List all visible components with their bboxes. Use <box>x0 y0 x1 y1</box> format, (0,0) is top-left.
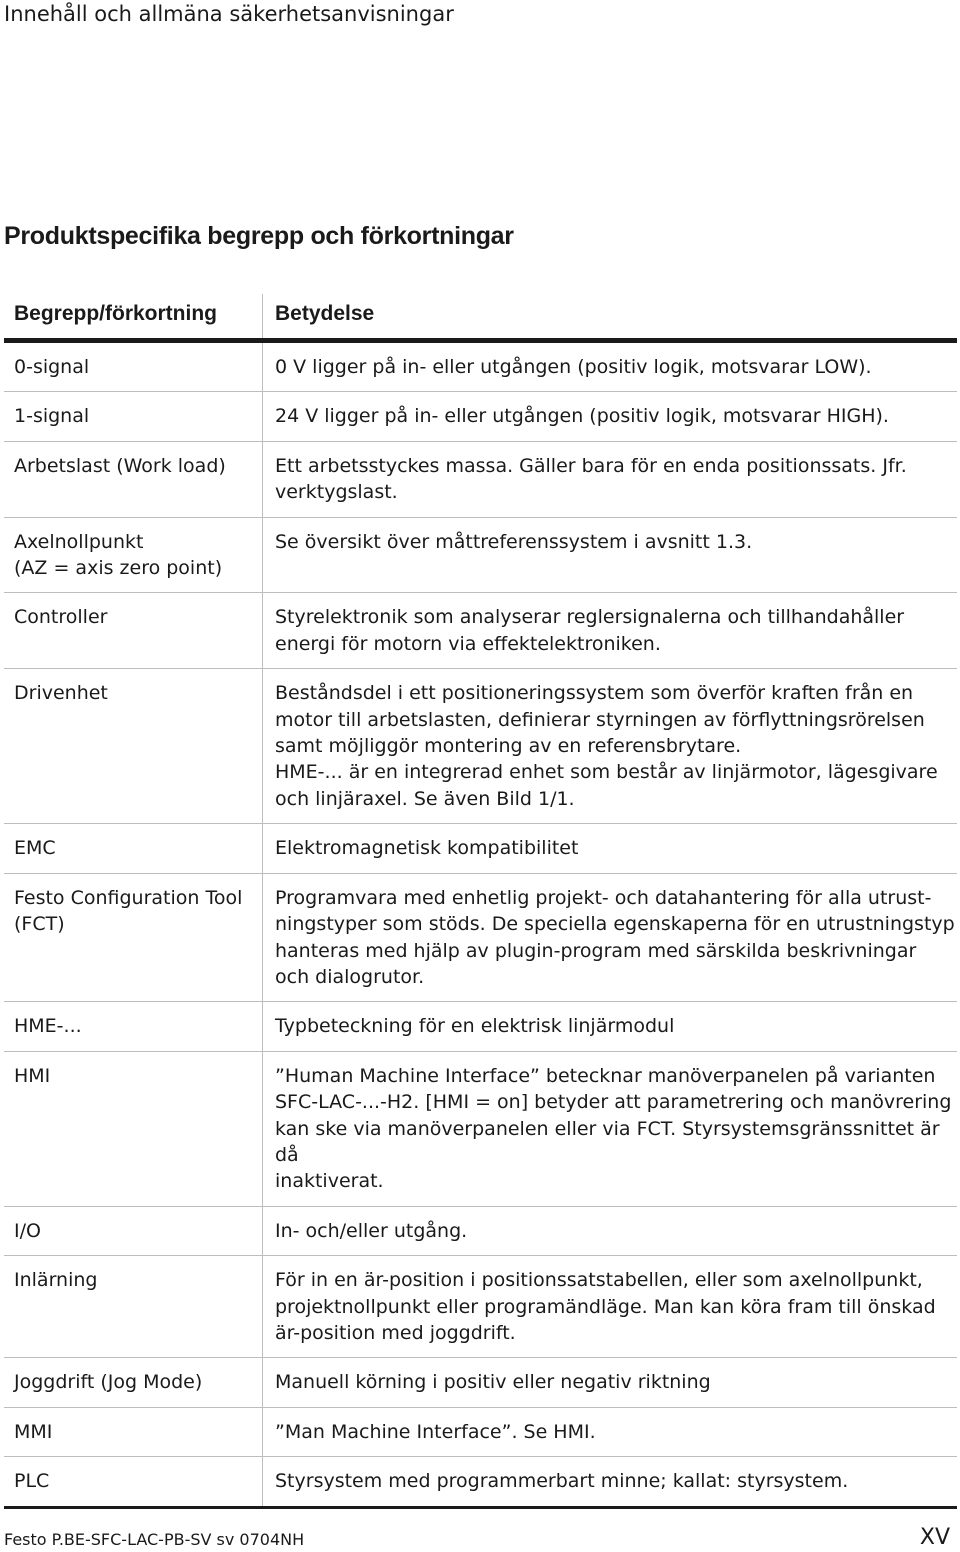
term-cell: MMI <box>4 1408 263 1456</box>
term-cell: Axelnollpunkt (AZ = axis zero point) <box>4 518 263 593</box>
term-cell: 0-signal <box>4 343 263 391</box>
definition-cell: ”Man Machine Interface”. Se HMI. <box>275 1420 596 1443</box>
term-cell: Joggdrift (Jog Mode) <box>4 1358 263 1406</box>
table-row <box>4 1052 957 1207</box>
footer-page-number: XV <box>919 1525 950 1550</box>
table-row <box>4 669 957 824</box>
table-row <box>4 392 957 441</box>
table-row <box>4 1358 957 1407</box>
definition-cell: Se översikt över måttreferenssystem i avsnitt 1.3. <box>275 530 753 553</box>
term-cell: Inlärning <box>4 1256 263 1357</box>
definition-cell: Typbeteckning för en elektrisk linjärmodul <box>275 1015 675 1038</box>
term-cell: PLC <box>4 1457 263 1505</box>
term-cell: Arbetslast (Work load) <box>4 442 263 517</box>
definition-cell: In- och/eller utgång. <box>275 1219 468 1242</box>
term-cell: Drivenhet <box>4 669 263 823</box>
table-row <box>4 343 957 392</box>
table-row <box>4 442 957 518</box>
definition-cell: 0 V ligger på in- eller utgången (positiv logik, motsvarar LOW). <box>275 356 872 378</box>
table-row <box>4 1408 957 1457</box>
table-body <box>4 343 957 1509</box>
section-title: Produktspecifika begrepp och förkortningar <box>4 222 514 250</box>
table-row <box>4 1256 957 1358</box>
table-row <box>4 1002 957 1051</box>
header-term: Begrepp/förkortning <box>4 294 263 338</box>
table-row <box>4 518 957 594</box>
definition-cell: ”Human Machine Interface” betecknar manöverpanelen på varianten SFC-LAC-...-H2. [HMI = on] betyder att parametrering och manövrering kan ske via manöverpanelen eller via FCT. Styrsystemsgränssnittet är då inaktiverat. <box>275 1064 952 1193</box>
definition-cell: Manuell körning i positiv eller negativ riktning <box>275 1371 711 1394</box>
footer-doc-id: Festo P.BE-SFC-LAC-PB-SV sv 0704NH <box>4 1530 305 1549</box>
definition-cell: 24 V ligger på in- eller utgången (positiv logik, motsvarar HIGH). <box>275 405 889 428</box>
term-cell: EMC <box>4 824 263 872</box>
definition-cell: Beståndsdel i ett positioneringssystem som överför kraften från en motor till arbetslasten, definierar styrningen av förflyttningsrörelsen samt möjliggör montering av en referensbrytare. HME-... är en integrerad enhet som består av linjärmotor, lägesgivare och linjäraxel. Se även Bild 1/1. <box>275 682 938 810</box>
term-cell: HMI <box>4 1052 263 1206</box>
definition-cell: Programvara med enhetlig projekt- och datahantering för alla utrust- ningstyper som stöds. De speciella egenskaperna för en utrustningstyp hanteras med hjälp av plugin-program med särskilda beskrivningar och dialogrutor. <box>275 886 955 988</box>
definition-cell: Styrelektronik som analyserar reglersignalerna och tillhandahåller energi för motorn via effektelektroniken. <box>275 606 905 655</box>
definition-cell: Elektromagnetisk kompatibilitet <box>275 837 579 860</box>
term-cell: I/O <box>4 1207 263 1255</box>
terms-table <box>4 294 957 1509</box>
table-row <box>4 593 957 669</box>
definition-cell: För in en är-position i positionssatstabellen, eller som axelnollpunkt, projektnollpunkt eller programändläge. Man kan köra fram till önskad är-position med joggdrift. <box>275 1269 936 1344</box>
term-cell: HME-... <box>4 1002 263 1050</box>
table-header <box>4 294 957 343</box>
page-header-title: Innehåll och allmäna säkerhetsanvisningar <box>4 2 454 26</box>
definition-cell: Ett arbetsstyckes massa. Gäller bara för en enda positionssats. Jfr. verktygslast. <box>275 454 907 504</box>
table-row <box>4 1207 957 1256</box>
term-cell: Controller <box>4 593 263 668</box>
table-row <box>4 1457 957 1508</box>
term-cell: Festo Configuration Tool (FCT) <box>4 874 263 1002</box>
term-cell: 1-signal <box>4 392 263 440</box>
definition-cell: Styrsystem med programmerbart minne; kallat: styrsystem. <box>275 1470 849 1493</box>
table-row <box>4 824 957 873</box>
table-row <box>4 874 957 1003</box>
header-definition: Betydelse <box>275 302 375 325</box>
